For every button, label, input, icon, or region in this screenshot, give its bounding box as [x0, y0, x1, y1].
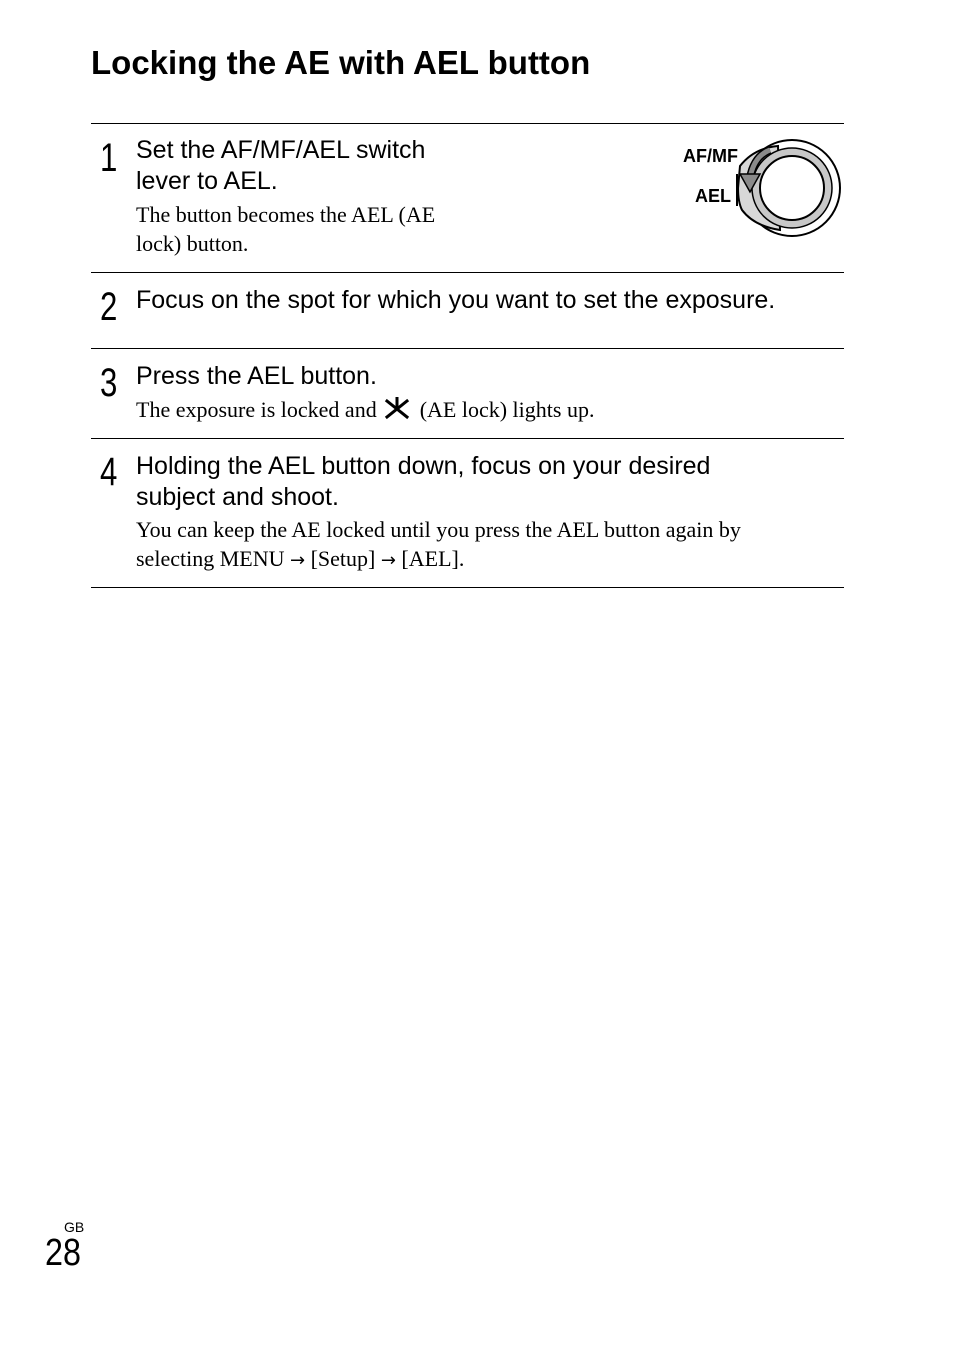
step-number: 3	[100, 361, 118, 405]
asterisk-icon	[384, 397, 410, 428]
arrow-right-icon: →	[380, 550, 396, 571]
switch-label-ael: AEL	[695, 186, 731, 206]
step-heading: Focus on the spot for which you want to set the exposure.	[136, 286, 776, 314]
divider	[91, 587, 844, 588]
step-description: You can keep the AE locked until you press the AEL button again by selecting MENU → [Setup] → [AEL].	[136, 517, 741, 571]
switch-lever-illustration	[680, 138, 845, 238]
af-mf-ael-switch-figure	[680, 138, 845, 243]
page-title: Locking the AE with AEL button	[91, 44, 591, 81]
step-description: The button becomes the AEL (AE lock) button.	[136, 202, 436, 256]
step-number: 1	[100, 136, 118, 180]
step-description: The exposure is locked and (AE lock) lights up.	[136, 395, 594, 428]
divider	[91, 123, 844, 124]
divider	[91, 272, 844, 273]
divider	[91, 438, 844, 439]
page-number: 28	[45, 1232, 81, 1274]
step-heading: Holding the AEL button down, focus on your desired subject and shoot.	[136, 452, 711, 511]
step-number: 2	[100, 285, 118, 329]
language-code: GB	[64, 1219, 85, 1235]
arrow-right-icon: →	[289, 550, 306, 571]
divider	[91, 348, 844, 349]
step-heading: Set the AF/MF/AEL switch lever to AEL.	[136, 136, 426, 195]
step-number: 4	[100, 450, 118, 494]
switch-label-af-mf: AF/MF	[683, 146, 738, 166]
step-heading: Press the AEL button.	[136, 362, 377, 390]
